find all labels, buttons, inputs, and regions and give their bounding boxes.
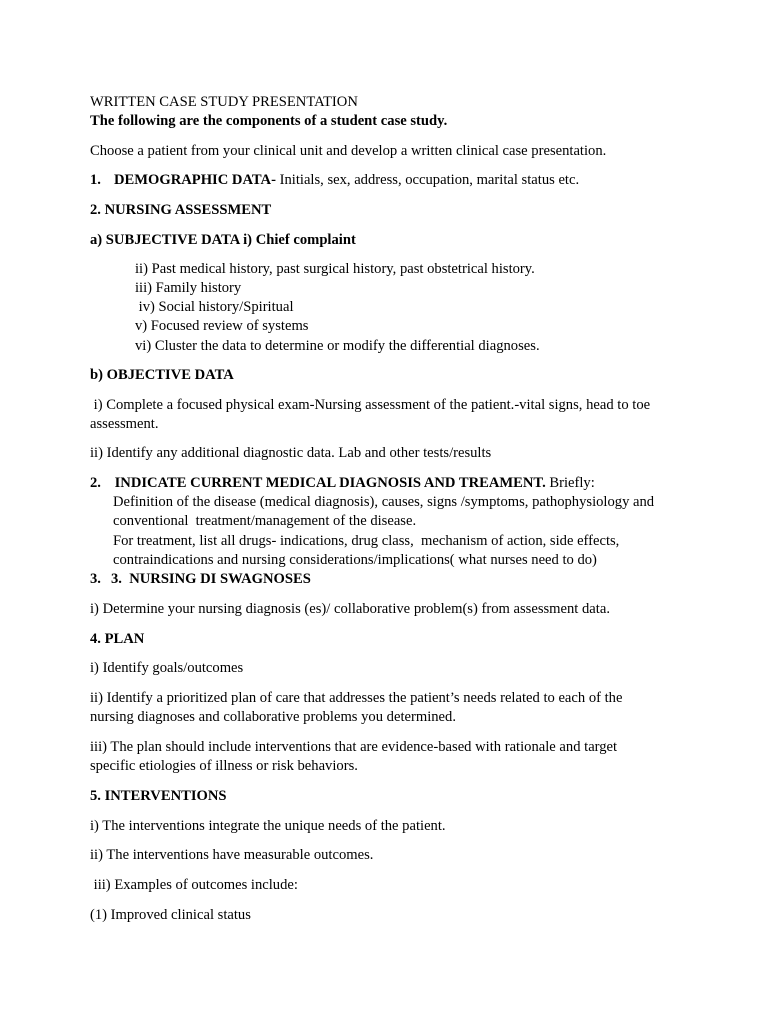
section-3-line: For treatment, list all drugs- indications, drug class, mechanism of action, side effects, [113, 533, 620, 549]
list-item: ii) Past medical history, past surgical history, past obstetrical history. [135, 261, 535, 277]
section-4 [90, 570, 311, 589]
section-1-num: 1. [90, 172, 101, 188]
section-3-heading: INDICATE CURRENT MEDICAL DIAGNOSIS AND TREAMENT. [110, 475, 546, 491]
section-2-heading: 2. NURSING ASSESSMENT [90, 202, 272, 218]
section-6-item-1: i) The interventions integrate the unique needs of the patient. [90, 818, 446, 834]
section-4-heading: 3. NURSING DI SWAGNOSES [110, 571, 311, 587]
section-6-item-3: iii) Examples of outcomes include: [90, 877, 298, 893]
intro-text: Choose a patient from your clinical unit and develop a written clinical case presentation. [90, 143, 607, 159]
section-1 [90, 171, 579, 190]
objective-item-1: i) Complete a focused physical exam-Nursing assessment of the patient.-vital signs, head to toe [90, 397, 651, 413]
objective-item-1-cont: assessment. [90, 416, 159, 432]
section-6-item-2: ii) The interventions have measurable outcomes. [90, 847, 374, 863]
section-5-heading: 4. PLAN [90, 631, 145, 647]
section-1-text: Initials, sex, address, occupation, marital status etc. [275, 172, 580, 188]
section-3-line: contraindications and nursing considerations/implications( what nurses need to do) [113, 552, 597, 568]
section-3 [90, 474, 595, 493]
objective-item-2: ii) Identify any additional diagnostic data. Lab and other tests/results [90, 445, 492, 461]
section-5-item-1: i) Identify goals/outcomes [90, 660, 244, 676]
list-item: iii) Family history [135, 280, 242, 296]
section-4-num: 3. [90, 571, 101, 587]
section-5-item-2: ii) Identify a prioritized plan of care that addresses the patient’s needs related to each of the [90, 690, 623, 706]
list-item: vi) Cluster the data to determine or modify the differential diagnoses. [135, 338, 540, 354]
section-5-item-2-cont: nursing diagnoses and collaborative problems you determined. [90, 709, 456, 725]
section-6-heading: 5. INTERVENTIONS [90, 788, 227, 804]
section-3-line: Definition of the disease (medical diagnosis), causes, signs /symptoms, pathophysiology and [113, 494, 655, 510]
section-5-item-3: iii) The plan should include interventions that are evidence-based with rationale and target [90, 739, 618, 755]
section-3-line: conventional treatment/management of the disease. [113, 513, 417, 529]
section-6-item-4: (1) Improved clinical status [90, 907, 251, 923]
doc-subtitle: The following are the components of a student case study. [90, 113, 448, 129]
section-1-heading: DEMOGRAPHIC DATA- [113, 172, 276, 188]
subjective-data-heading: a) SUBJECTIVE DATA i) Chief complaint [90, 232, 356, 248]
section-4-item-1: i) Determine your nursing diagnosis (es)/ collaborative problem(s) from assessment data. [90, 601, 610, 617]
section-3-text: Briefly: [545, 475, 595, 491]
section-5-item-3-cont: specific etiologies of illness or risk behaviors. [90, 758, 358, 774]
objective-data-heading: b) OBJECTIVE DATA [90, 367, 234, 383]
list-item: iv) Social history/Spiritual [135, 299, 294, 315]
section-3-num: 2. [90, 475, 101, 491]
doc-title: WRITTEN CASE STUDY PRESENTATION [90, 94, 358, 110]
list-item: v) Focused review of systems [135, 318, 309, 334]
